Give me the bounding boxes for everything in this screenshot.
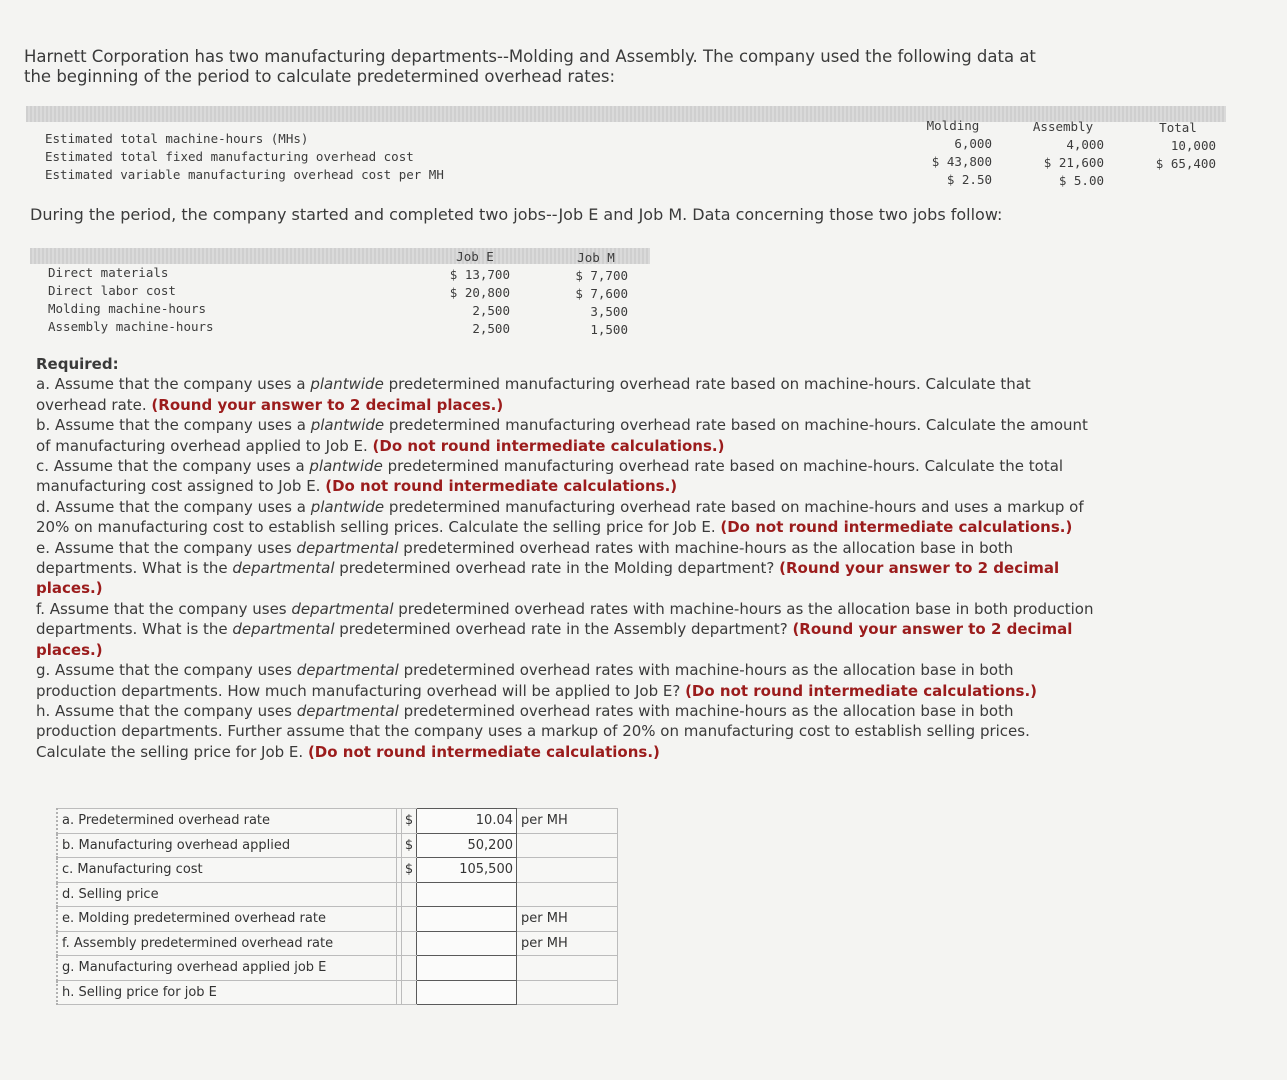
unit-label: per MH	[517, 809, 618, 834]
answer-input-g[interactable]	[417, 956, 517, 981]
jobs-row-label: Assembly machine-hours	[48, 319, 214, 334]
requirement-g: g. Assume that the company uses departmental predetermined overhead rates with machine-hours as the allocation base in both production departments. How much manufacturing overhead will be applied to Job E? (Do not round intermediate calculations.)	[36, 661, 1038, 700]
answer-input-b[interactable]: 50,200	[417, 833, 517, 858]
requirement-a: a. Assume that the company uses a plantwide predetermined manufacturing overhead rate based on machine-hours. Calculate that overhead rate. (Round your answer to 2 decimal places.)	[36, 375, 1031, 414]
estimates-row-label: Estimated total fixed manufacturing overhead cost	[45, 149, 414, 164]
estimates-molding-column	[914, 117, 992, 189]
estimates-row-labels	[45, 130, 444, 184]
column-header: Job E	[456, 249, 494, 264]
jobs-row-label: Direct labor cost	[48, 283, 176, 298]
currency-symbol	[402, 907, 417, 932]
table-cell: 4,000	[1066, 137, 1104, 152]
unit-label: per MH	[517, 931, 618, 956]
column-header: Molding	[926, 118, 980, 133]
table-row	[57, 956, 618, 981]
table-row	[57, 833, 618, 858]
job-m-column	[564, 249, 628, 339]
table-cell: $ 43,800	[931, 154, 992, 169]
estimates-row-label: Estimated total machine-hours (MHs)	[45, 131, 309, 146]
answer-table	[56, 808, 618, 1005]
table-cell: $ 7,600	[575, 286, 628, 301]
jobs-row-label: Direct materials	[48, 265, 169, 280]
requirement-h: h. Assume that the company uses departmental predetermined overhead rates with machine-hours as the allocation base in both production departments. Further assume that the company uses a markup of 20% on manufacturing cost to establish selling prices. Calculate the selling price for Job E. (Do not round intermediate calculations.)	[36, 701, 1030, 761]
estimates-row-label: Estimated variable manufacturing overhead cost per MH	[45, 167, 444, 182]
answer-label: c. Manufacturing cost	[57, 858, 397, 883]
estimates-total-column	[1140, 119, 1216, 173]
requirement-c: c. Assume that the company uses a plantwide predetermined manufacturing overhead rate based on machine-hours. Calculate the total manufacturing cost assigned to Job E. (Do not round intermediate calculations.)	[36, 457, 1064, 496]
table-row	[57, 931, 618, 956]
column-header: Job M	[577, 250, 615, 265]
currency-symbol: $	[402, 833, 417, 858]
currency-symbol	[402, 931, 417, 956]
answer-input-f[interactable]	[417, 931, 517, 956]
jobs-intro: During the period, the company started and completed two jobs--Job E and Job M. Data concerning those two jobs follow:	[30, 205, 1003, 224]
problem-intro: Harnett Corporation has two manufacturing departments--Molding and Assembly. The company used the following data at the beginning of the period to calculate predetermined overhead rates:	[24, 47, 1036, 86]
table-cell: 3,500	[590, 304, 628, 319]
required-title: Required:	[36, 355, 119, 373]
job-e-column	[440, 248, 510, 338]
answer-label: g. Manufacturing overhead applied job E	[57, 956, 397, 981]
estimates-assembly-column	[1022, 118, 1104, 190]
table-cell: 2,500	[472, 303, 510, 318]
answer-label: d. Selling price	[57, 882, 397, 907]
unit-label: per MH	[517, 907, 618, 932]
unit-label	[517, 980, 618, 1005]
table-cell: 2,500	[472, 321, 510, 336]
unit-label	[517, 956, 618, 981]
table-cell: 10,000	[1170, 138, 1216, 153]
table-cell: $ 7,700	[575, 268, 628, 283]
answer-input-c[interactable]: 105,500	[417, 858, 517, 883]
answer-label: e. Molding predetermined overhead rate	[57, 907, 397, 932]
answer-label: b. Manufacturing overhead applied	[57, 833, 397, 858]
jobs-row-label: Molding machine-hours	[48, 301, 207, 316]
table-cell: $ 65,400	[1155, 156, 1216, 171]
table-row	[57, 882, 618, 907]
answer-input-e[interactable]	[417, 907, 517, 932]
table-row	[57, 809, 618, 834]
answer-input-d[interactable]	[417, 882, 517, 907]
required-section	[36, 354, 1096, 762]
table-cell: 1,500	[590, 322, 628, 337]
requirement-b: b. Assume that the company uses a plantwide predetermined manufacturing overhead rate based on machine-hours. Calculate the amount of manufacturing overhead applied to Job E. (Do not round intermediate calculations.)	[36, 416, 1088, 455]
table-cell: $ 20,800	[449, 285, 510, 300]
currency-symbol: $	[402, 809, 417, 834]
answer-input-h[interactable]	[417, 980, 517, 1005]
answer-label: f. Assembly predetermined overhead rate	[57, 931, 397, 956]
table-row	[57, 858, 618, 883]
column-header: Assembly	[1032, 119, 1094, 134]
answer-label: a. Predetermined overhead rate	[57, 809, 397, 834]
table-cell: $ 21,600	[1043, 155, 1104, 170]
requirement-f: f. Assume that the company uses departmental predetermined overhead rates with machine-hours as the allocation base in both production departments. What is the departmental predetermined overhead rate in the Assembly department? (Round your answer to 2 decimal places.)	[36, 599, 1094, 659]
unit-label	[517, 858, 618, 883]
unit-label	[517, 833, 618, 858]
answer-input-a[interactable]: 10.04	[417, 809, 517, 834]
jobs-header-band	[30, 248, 650, 264]
currency-symbol	[402, 980, 417, 1005]
column-header: Total	[1159, 120, 1197, 135]
table-cell: $ 13,700	[449, 267, 510, 282]
table-cell: $ 5.00	[1058, 173, 1104, 188]
jobs-row-labels	[48, 264, 214, 336]
answer-label: h. Selling price for job E	[57, 980, 397, 1005]
table-row	[57, 907, 618, 932]
table-row	[57, 980, 618, 1005]
requirement-e: e. Assume that the company uses departmental predetermined overhead rates with machine-hours as the allocation base in both departments. What is the departmental predetermined overhead rate in the Molding department? (Round your answer to 2 decimal places.)	[36, 538, 1060, 598]
unit-label	[517, 882, 618, 907]
currency-symbol: $	[402, 858, 417, 883]
table-cell: 6,000	[954, 136, 992, 151]
table-cell: $ 2.50	[946, 172, 992, 187]
currency-symbol	[402, 956, 417, 981]
currency-symbol	[402, 882, 417, 907]
requirement-d: d. Assume that the company uses a plantwide predetermined manufacturing overhead rate based on machine-hours and uses a markup of 20% on manufacturing cost to establish selling prices. Calculate the selling price for Job E. (Do not round intermediate calculations.)	[36, 497, 1084, 537]
